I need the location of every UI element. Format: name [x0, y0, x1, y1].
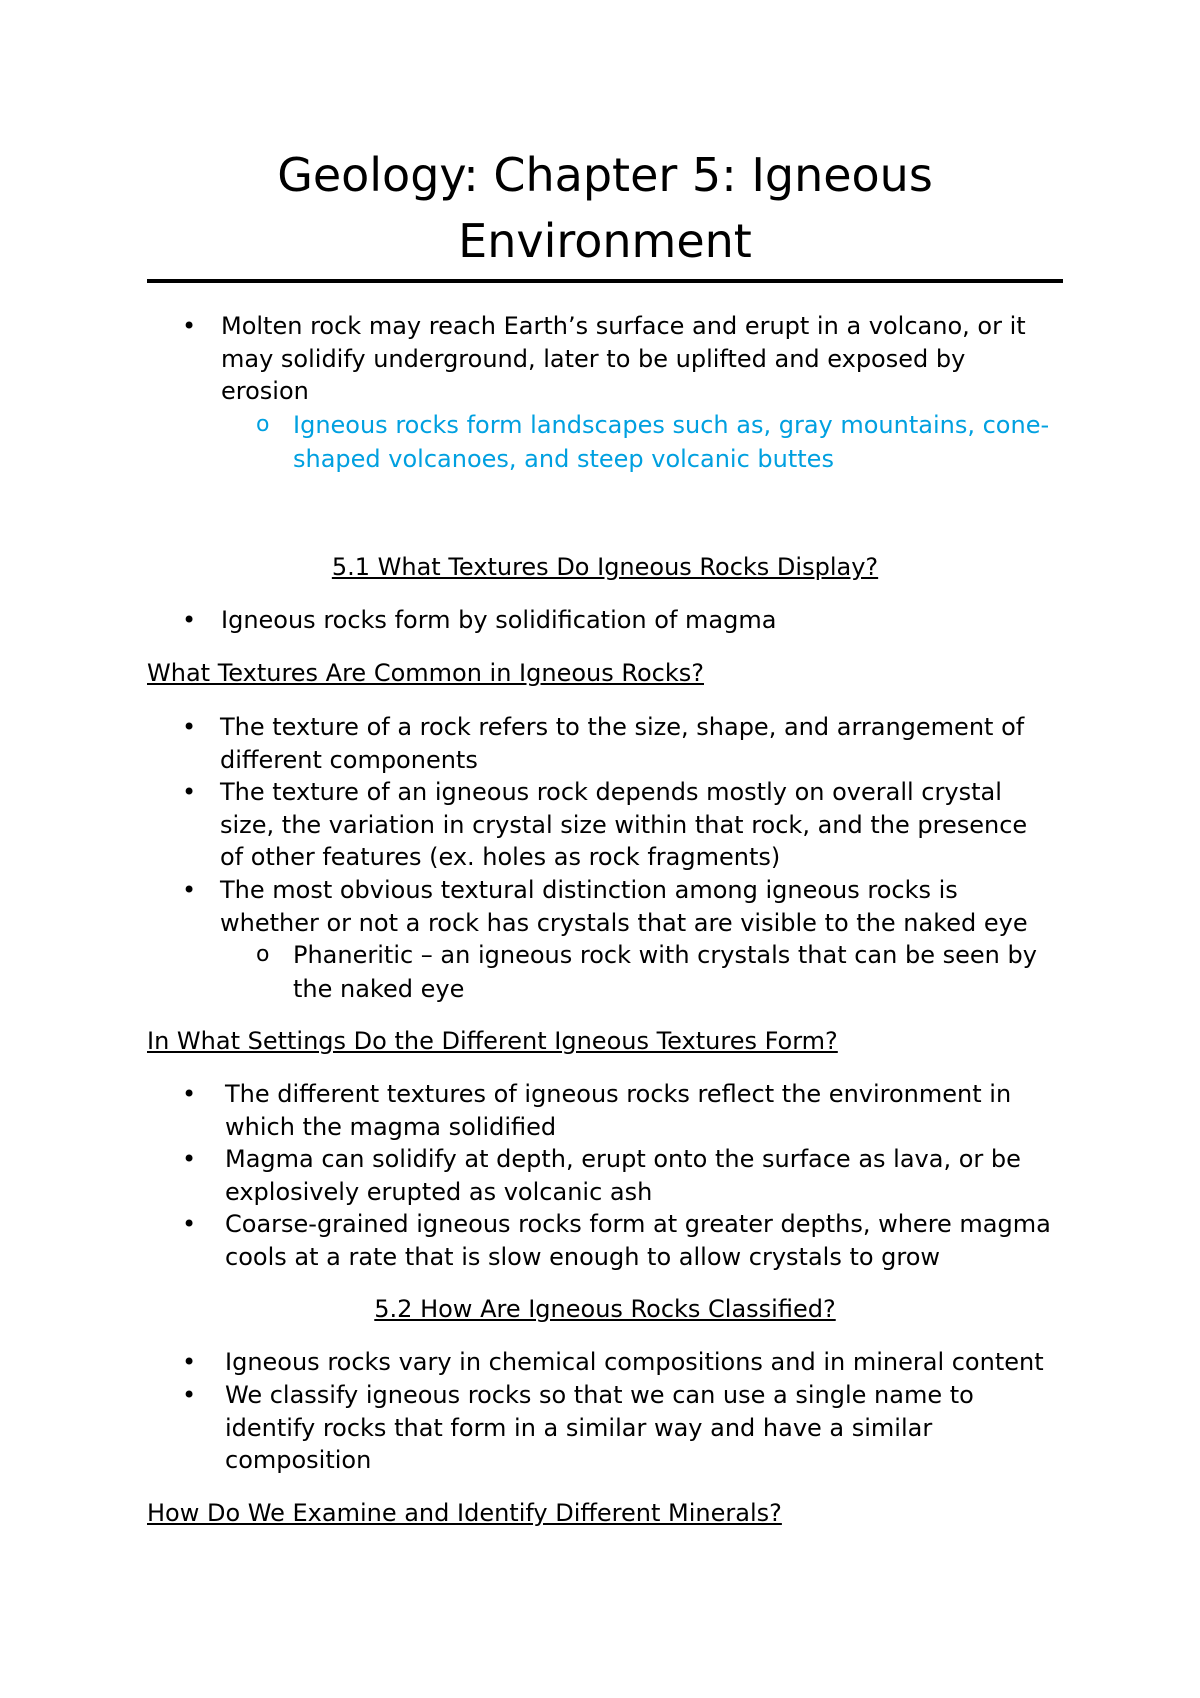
title-line-2: Environment — [458, 214, 752, 268]
list-item: Igneous rocks form by solidification of magma — [221, 606, 777, 634]
bullet-glyph: • — [182, 1080, 197, 1108]
list-item: Molten rock may reach Earth’s surface and erupt in a volcano, or it may solidify underground, later to be uplifted and exposed by erosion — [221, 312, 1026, 405]
bullet-glyph: • — [182, 1348, 197, 1376]
bullet-glyph: • — [182, 1145, 197, 1173]
title-underline-rule — [147, 279, 1063, 283]
sub-bullet-glyph: o — [256, 412, 270, 437]
section-heading-5-2: 5.2 How Are Igneous Rocks Classified? — [374, 1295, 836, 1323]
document-title — [147, 142, 1063, 274]
subheading-textures-common: What Textures Are Common in Igneous Rocks? — [147, 659, 704, 687]
bullet-glyph: • — [182, 778, 197, 806]
subheading-settings: In What Settings Do the Different Igneous Textures Form? — [147, 1027, 838, 1055]
subheading-examine-minerals: How Do We Examine and Identify Different Minerals? — [147, 1499, 782, 1527]
list-item: Magma can solidify at depth, erupt onto the surface as lava, or be explosively erupted as volcanic ash — [225, 1145, 1021, 1206]
sub-bullet-glyph: o — [256, 942, 270, 967]
section-heading-5-1: 5.1 What Textures Do Igneous Rocks Display? — [331, 553, 879, 581]
list-item: The texture of an igneous rock depends mostly on overall crystal size, the variation in crystal size within that rock, and the presence of other features (ex. holes as rock fragments) — [220, 778, 1028, 871]
bullet-glyph: • — [182, 713, 197, 741]
list-item: Igneous rocks vary in chemical compositions and in mineral content — [225, 1348, 1044, 1376]
list-item: The texture of a rock refers to the size, shape, and arrangement of different components — [220, 713, 1025, 774]
list-item: The most obvious textural distinction among igneous rocks is whether or not a rock has crystals that are visible to the naked eye — [220, 876, 1028, 937]
bullet-glyph: • — [182, 606, 197, 634]
bullet-glyph: • — [182, 876, 197, 904]
bullet-glyph: • — [182, 312, 197, 340]
sub-list-item: Phaneritic – an igneous rock with crystals that can be seen by the naked eye — [293, 941, 1037, 1003]
list-item: The different textures of igneous rocks reflect the environment in which the magma solidified — [225, 1080, 1012, 1141]
bullet-glyph: • — [182, 1381, 197, 1409]
list-item: Coarse-grained igneous rocks form at greater depths, where magma cools at a rate that is slow enough to allow crystals to grow — [225, 1210, 1051, 1271]
list-item: We classify igneous rocks so that we can use a single name to identify rocks that form in a similar way and have a similar composition — [225, 1381, 974, 1474]
sub-list-item: Igneous rocks form landscapes such as, gray mountains, cone- shaped volcanoes, and steep volcanic buttes — [293, 411, 1050, 473]
title-line-1: Geology: Chapter 5: Igneous — [277, 148, 933, 202]
bullet-glyph: • — [182, 1210, 197, 1238]
